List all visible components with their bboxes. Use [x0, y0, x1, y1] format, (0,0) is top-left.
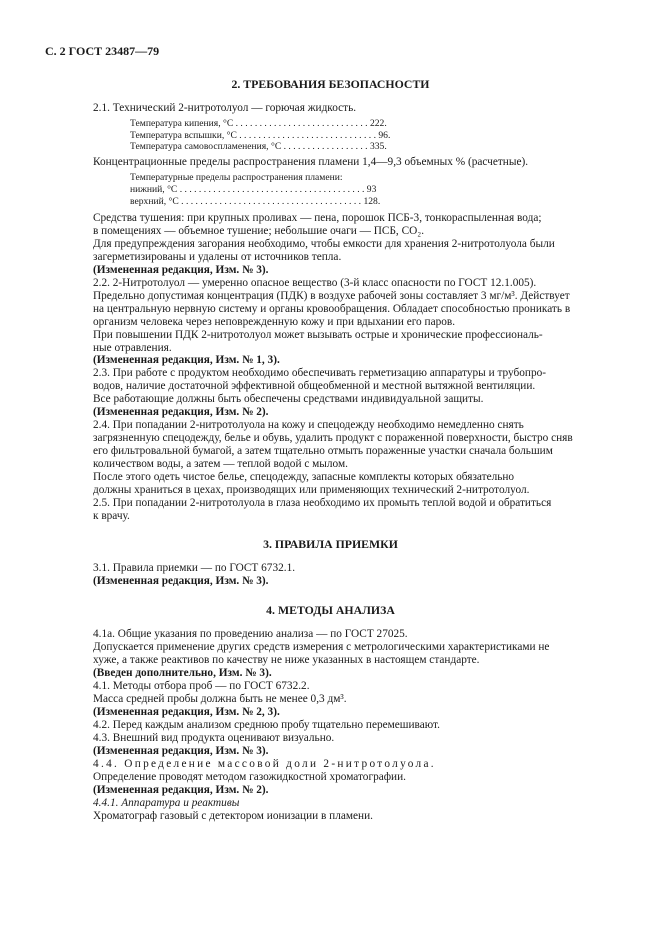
section-4-title: 4. МЕТОДЫ АНАЛИЗА — [266, 603, 395, 617]
autoignition-point: Температура самовоспламенения, °С . . . . . . . . . . . . . . . . . . 335. — [130, 141, 387, 152]
section-2-title: 2. ТРЕБОВАНИЯ БЕЗОПАСНОСТИ — [231, 77, 430, 91]
flame-conc-limits: Концентрационные пределы распространения пламени 1,4—9,3 объемных % (расчетные). — [93, 156, 529, 168]
after-line-1: После этого одеть чистое белье, спецодежду, запасные комплекты которых обязательно — [93, 471, 515, 483]
para-2-2-line-4: организм человека через неповрежденную кожу и при вдыхании его паров. — [93, 316, 456, 328]
prevention-line-1: Для предупреждения загорания необходимо, чтобы емкости для хранения 2-нитротолуола были — [93, 238, 555, 250]
para-2-4-line-4: количеством воды, а затем — теплой водой с мылом. — [93, 458, 348, 470]
para-4-4: 4.4. Определение массовой доли 2-нитротолуола. — [93, 758, 436, 770]
prevention-line-2: загерметизированы и удалены от источников тепла. — [93, 251, 342, 263]
edition-note: (Измененная редакция, Изм. № 1, 3). — [93, 354, 280, 366]
para-2-5-line-1: 2.5. При попадании 2-нитротолуола в глаза необходимо их промыть теплой водой и обратиться — [93, 497, 552, 509]
method-line: Определение проводят методом газожидкостной хроматографии. — [93, 771, 406, 783]
pdk-line-1: При повышении ПДК 2-нитротолуол может вызывать острые и хронические профессиональ- — [93, 329, 543, 341]
edition-note: (Измененная редакция, Изм. № 2). — [93, 406, 269, 418]
para-2-2-line-2: Предельно допустимая концентрация (ПДК) в воздухе рабочей зоны составляет 3 мг/м³. Действует — [93, 290, 570, 302]
allow-line-1: Допускается применение других средств измерения с метрологическими характеристиками не — [93, 641, 550, 653]
para-4-1: 4.1. Методы отбора проб — по ГОСТ 6732.2. — [93, 680, 310, 692]
edition-note: (Измененная редакция, Изм. № 3). — [93, 264, 269, 276]
edition-note: (Измененная редакция, Изм. № 2). — [93, 784, 269, 796]
para-2-4-line-3: его фильтровальной бумагой, а затем тщательно отмыть пораженные участки сначала большим — [93, 445, 553, 457]
para-2-1: 2.1. Технический 2-нитротолуол — горючая жидкость. — [93, 102, 357, 114]
lower-limit: нижний, °С . . . . . . . . . . . . . . . . . . . . . . . . . . . . . . . . . . . . . . . 93 — [130, 184, 377, 195]
boiling-point: Температура кипения, °С . . . . . . . . . . . . . . . . . . . . . . . . . . . . 222. — [130, 118, 387, 129]
allow-line-2: хуже, а также реактивов по качеству не ниже указанных в настоящем стандарте. — [93, 654, 480, 666]
edition-note: (Измененная редакция, Изм. № 3). — [93, 745, 269, 757]
extinguish-line-1: Средства тушения: при крупных проливах — пена, порошок ПСБ-3, тонкораспыленная вода; — [93, 212, 542, 224]
para-2-2-line-1: 2.2. 2-Нитротолуол — умеренно опасное вещество (3-й класс опасности по ГОСТ 12.1.005). — [93, 277, 537, 289]
section-3-title: 3. ПРАВИЛА ПРИЕМКИ — [263, 537, 398, 551]
para-2-4-line-1: 2.4. При попадании 2-нитротолуола на кожу и спецодежду необходимо немедленно снять — [93, 419, 524, 431]
edition-note: (Измененная редакция, Изм. № 2, 3). — [93, 706, 280, 718]
extinguish-line-2: в помещениях — объемное тушение; небольшие очаги — ПСБ, СО₂. — [93, 225, 425, 237]
flash-point: Температура вспышки, °С . . . . . . . . . . . . . . . . . . . . . . . . . . . . . 96. — [130, 130, 391, 141]
para-2-3-line-2: водов, наличие достаточной эффективной общеобменной и местной вытяжной вентиляции. — [93, 380, 536, 392]
para-2-5-line-2: к врачу. — [93, 510, 130, 522]
ppe-line: Все работающие должны быть обеспечены средствами индивидуальной защиты. — [93, 393, 484, 405]
chromatograph-line: Хроматограф газовый с детектором ионизации в пламени. — [93, 810, 373, 822]
edition-note: (Измененная редакция, Изм. № 3). — [93, 575, 269, 587]
para-4-2: 4.2. Перед каждым анализом среднюю пробу тщательно перемешивают. — [93, 719, 440, 731]
sample-mass: Масса средней пробы должна быть не менее 0,3 дм³. — [93, 693, 347, 705]
temp-limits-label: Температурные пределы распространения пламени: — [130, 172, 343, 183]
upper-limit: верхний, °С . . . . . . . . . . . . . . . . . . . . . . . . . . . . . . . . . . . . . . 128. — [130, 196, 381, 207]
para-4-3: 4.3. Внешний вид продукта оценивают визуально. — [93, 732, 335, 744]
para-2-4-line-2: загрязненную спецодежду, белье и обувь, удалить продукт с пораженной поверхности, быстро сняв — [93, 432, 573, 444]
para-2-2-line-3: на центральную нервную систему и органы кровообращения. Обладает способностью проникать в — [93, 303, 571, 315]
introduced-note: (Введен дополнительно, Изм. № 3). — [93, 667, 272, 679]
para-2-3-line-1: 2.3. При работе с продуктом необходимо обеспечивать герметизацию аппаратуры и трубопро- — [93, 367, 547, 379]
para-4-4-1: 4.4.1. Аппаратура и реактивы — [93, 797, 240, 809]
pdk-line-2: ные отравления. — [93, 342, 172, 354]
para-3-1: 3.1. Правила приемки — по ГОСТ 6732.1. — [93, 562, 296, 574]
para-4-1a: 4.1а. Общие указания по проведению анализа — по ГОСТ 27025. — [93, 628, 408, 640]
after-line-2: должны храниться в цехах, производящих или применяющих технический 2-нитротолуол. — [93, 484, 530, 496]
page-header: С. 2 ГОСТ 23487—79 — [45, 44, 160, 58]
